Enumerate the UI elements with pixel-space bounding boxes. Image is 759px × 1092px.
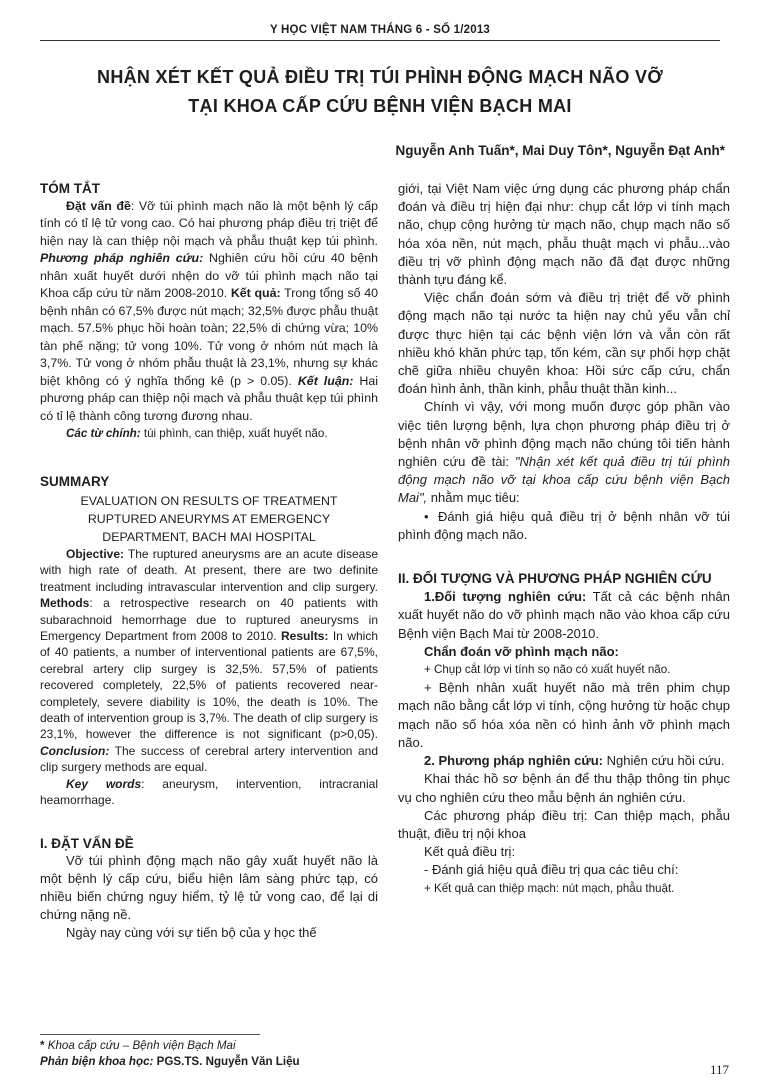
summary-body xyxy=(40,546,378,776)
summary-heading: SUMMARY xyxy=(40,473,110,489)
section-1-heading: I. ĐẶT VẤN ĐỀ xyxy=(40,835,134,851)
abstract-heading: TÓM TẮT xyxy=(40,181,100,196)
keywords-en xyxy=(40,776,378,809)
method-paragraph xyxy=(398,752,730,770)
study-title-quote: "Nhận xét kết quả điều trị túi phình động mạch não vỡ tại khoa cấp cứu bệnh viện Bạch Mai", xyxy=(398,454,730,506)
footnote-divider xyxy=(40,1034,260,1035)
subjects-label: 1.Đối tượng nghiên cứu: xyxy=(424,589,587,605)
keywords-vi xyxy=(40,425,378,443)
keywords-en-label: Key words xyxy=(66,776,142,791)
results-text: In which of 40 patients, a number of interventional patients are 67,5%, cerebral artery clip surgey is 32,5%. 57,5% of patients recovered completely, 22,5% of patients recovered near-completely, severe diability is 10%, the death is 10%. The death of intervention group is 3,7%. The death of clip surgery is 23,1%, however the difference is not significant (p>0,05). xyxy=(40,629,379,742)
left-column xyxy=(40,180,378,942)
intervention-results-line: + Kết quả can thiệp mạch: nút mạch, phẫu thuật. xyxy=(424,881,675,895)
keywords-vi-label: Các từ chính: xyxy=(66,427,141,440)
method-section-text: Nghiên cứu hồi cứu. xyxy=(603,753,725,769)
keywords-vi-text: túi phình, can thiệp, xuất huyết não. xyxy=(140,427,328,440)
intro-paragraph-1: Vỡ túi phình động mạch não gây xuất huyết não là một bệnh lý cấp cứu, biểu hiện lâm sàng phức tạp, có nhiều biến chứng nguy hiểm, tỷ lệ tử vong cao, để lại di chứng nặng nề. xyxy=(40,853,378,922)
header-divider xyxy=(40,40,720,41)
footnote-reviewer xyxy=(40,1054,380,1069)
summary-title-3: DEPARTMENT, BACH MAI HOSPITAL xyxy=(102,530,316,544)
background-label: Đặt vấn đề xyxy=(66,198,131,213)
abstract-vi-body xyxy=(40,198,378,426)
affiliation-text: Khoa cấp cứu – Bệnh viện Bạch Mai xyxy=(47,1039,236,1052)
methods-text: : a retrospective research on 40 patients with subarachnoid hemorrhage due to ruptured aneurysms in Emergency Department from 2008 to 2010. xyxy=(40,596,378,644)
summary-title-2: RUPTURED ANEURYMS AT EMERGENCY xyxy=(87,512,331,526)
reviewer-name: PGS.TS. Nguyễn Văn Liệu xyxy=(156,1055,300,1068)
article-title-line-1: NHẬN XÉT KẾT QUẢ ĐIỀU TRỊ TÚI PHÌNH ĐỘNG MẠCH NÃO VỠ xyxy=(97,67,663,87)
intro-paragraph-2-cont: giới, tại Việt Nam việc ứng dụng các phương pháp chẩn đoán và điều trị hiện đại như: chụp cắt lớp vi tính mạch não, chụp cộng hưởng từ mạch não, chụp mạch não số hóa xóa nền, nút mạch, phẫu thuật mạch vi phẫu...vào điều trị vỡ phình động mạch não đã đạt được những thành tựu đáng kể. xyxy=(398,181,730,288)
conclusion-en-text: The success of cerebral artery intervention and clip surgery methods are equal. xyxy=(40,743,378,775)
intro-p4-text: Chính vì vậy, với mong muốn được góp phần vào việc tiên lượng bệnh, lựa chọn phương pháp điều trị ở bệnh nhân vỡ phình động mạch não chúng tôi tiến hành nghiên cứu đề tài: xyxy=(398,399,730,470)
asterisk-marker: * xyxy=(40,1039,45,1052)
intro-paragraph-2-start: Ngày nay cùng với sự tiến bộ của y học thế xyxy=(66,925,317,940)
objective-item-text: Đánh giá hiệu quả điều trị ở bệnh nhân vỡ túi phình động mạch não. xyxy=(398,508,730,542)
conclusion-label: Kết luận: xyxy=(297,373,354,388)
evaluation-criteria-line: - Đánh giá hiệu quả điều trị qua các tiêu chí: xyxy=(424,862,679,878)
diagnosis-criterion-1: + Chụp cắt lớp vi tính sọ não có xuất huyết não. xyxy=(424,663,671,677)
diagnosis-criterion-2: + Bệnh nhân xuất huyết não mà trên phim chụp mạch não bằng cắt lớp vi tính, cộng hưởng từ hoặc chụp mạch não số hóa xóa nền có hình ảnh vỡ phình mạch não. xyxy=(398,680,730,750)
result-text: Trong tổng số 40 bệnh nhân có 67,5% được nút mạch; 32,5% được phẫu thuật mạch. 57.5% phục hồi hoàn toàn; 22,5% di chứng vừa; 10% tàn phế nặng; tử vong 10%. Tử vong ở nhóm nút mạch là 3,7%. Tử vong ở nhóm phẫu thuật là 23,1%, nhưng sự khác biệt không có ý nghĩa thống kê (p > 0.05). xyxy=(40,286,379,388)
method-section-label: 2. Phương pháp nghiên cứu: xyxy=(424,753,604,769)
objective-label: Objective: xyxy=(66,547,125,561)
conclusion-text: Hai phương pháp can thiệp nội mạch và phẫu thuật kẹp túi phình có tỉ lệ thành công tương đương nhau. xyxy=(40,373,378,423)
method-label: Phương pháp nghiên cứu: xyxy=(40,251,204,265)
article-title-line-2: TẠI KHOA CẤP CỨU BỆNH VIỆN BẠCH MAI xyxy=(188,96,572,116)
treatment-results-label: Kết quả điều trị: xyxy=(424,844,516,860)
results-label: Results: xyxy=(281,629,329,644)
conclusion-en-label: Conclusion: xyxy=(40,743,110,758)
journal-header: Y HỌC VIỆT NAM THÁNG 6 - SỐ 1/2013 xyxy=(269,24,491,36)
objective-item xyxy=(398,508,730,544)
background-text: : Vỡ túi phình mạch não là một bệnh lý cấp tính có tỉ lệ tử vong cao. Có hai phương pháp điều trị triệt để hiện nay là can thiệp nội mạch và phẫu thuật kẹp túi phình. xyxy=(40,198,378,248)
footnote-affiliation xyxy=(40,1038,380,1053)
result-label: Kết quả: xyxy=(230,286,281,300)
method-text: Nghiên cứu hồi cứu 40 bệnh nhân xuất huyết dưới nhện do vỡ túi phình mạch não tại Khoa cấp cứu từ năm 2008-2010. xyxy=(40,251,378,300)
section-2-heading: II. ĐỐI TƯỢNG VÀ PHƯƠNG PHÁP NGHIÊN CỨU xyxy=(398,571,712,587)
subjects-paragraph xyxy=(398,588,730,643)
right-column xyxy=(398,180,730,898)
page-number: 117 xyxy=(709,1062,729,1077)
intro-p4-end: nhằm mục tiêu: xyxy=(427,490,520,506)
reviewer-label: Phản biện khoa học: xyxy=(40,1055,154,1068)
summary-title-1: EVALUATION ON RESULTS OF TREATMENT xyxy=(80,494,338,508)
keywords-en-text: : aneurysm, intervention, intracranial heamorrhage. xyxy=(40,776,378,808)
author-list: Nguyễn Anh Tuấn*, Mai Duy Tôn*, Nguyễn Đạt Anh* xyxy=(395,143,725,158)
bullet-icon: • xyxy=(424,508,429,524)
methods-label: Methods xyxy=(40,596,90,611)
data-collection-paragraph: Khai thác hồ sơ bệnh án để thu thập thông tin phục vụ cho nghiên cứu theo mẫu bệnh án nghiên cứu. xyxy=(398,771,730,805)
subjects-text: Tất cả các bệnh nhân xuất huyết não do vỡ phình mạch não vào khoa cấp cứu Bệnh viện Bạch Mai từ 2008-2010. xyxy=(398,589,730,641)
intro-paragraph-4 xyxy=(398,398,730,507)
diagnosis-heading: Chẩn đoán vỡ phình mạch não: xyxy=(424,643,619,659)
objective-text: The ruptured aneurysms are an acute disease with high rate of death. At present, there are two definite treatment including intravascular intervention and clip surgery. xyxy=(40,547,378,594)
treatment-methods-paragraph: Các phương pháp điều trị: Can thiệp mạch, phẫu thuật, điều trị nội khoa xyxy=(398,807,730,841)
intro-paragraph-3: Việc chẩn đoán sớm và điều trị triệt để vỡ phình động mạch não tại nước ta hiện nay chủ yếu vẫn chỉ được thực hiện tại các bệnh viện lớn và vẫn còn rất nhiều khó khăn phức tạp, tốn kém, cần sự phối hợp chặt chẽ giữa nhiều chuyên khoa: Hồi sức cấp cứu, chẩn đoán hình ảnh, thần kinh, phẫu thuật thần kinh... xyxy=(398,290,730,397)
